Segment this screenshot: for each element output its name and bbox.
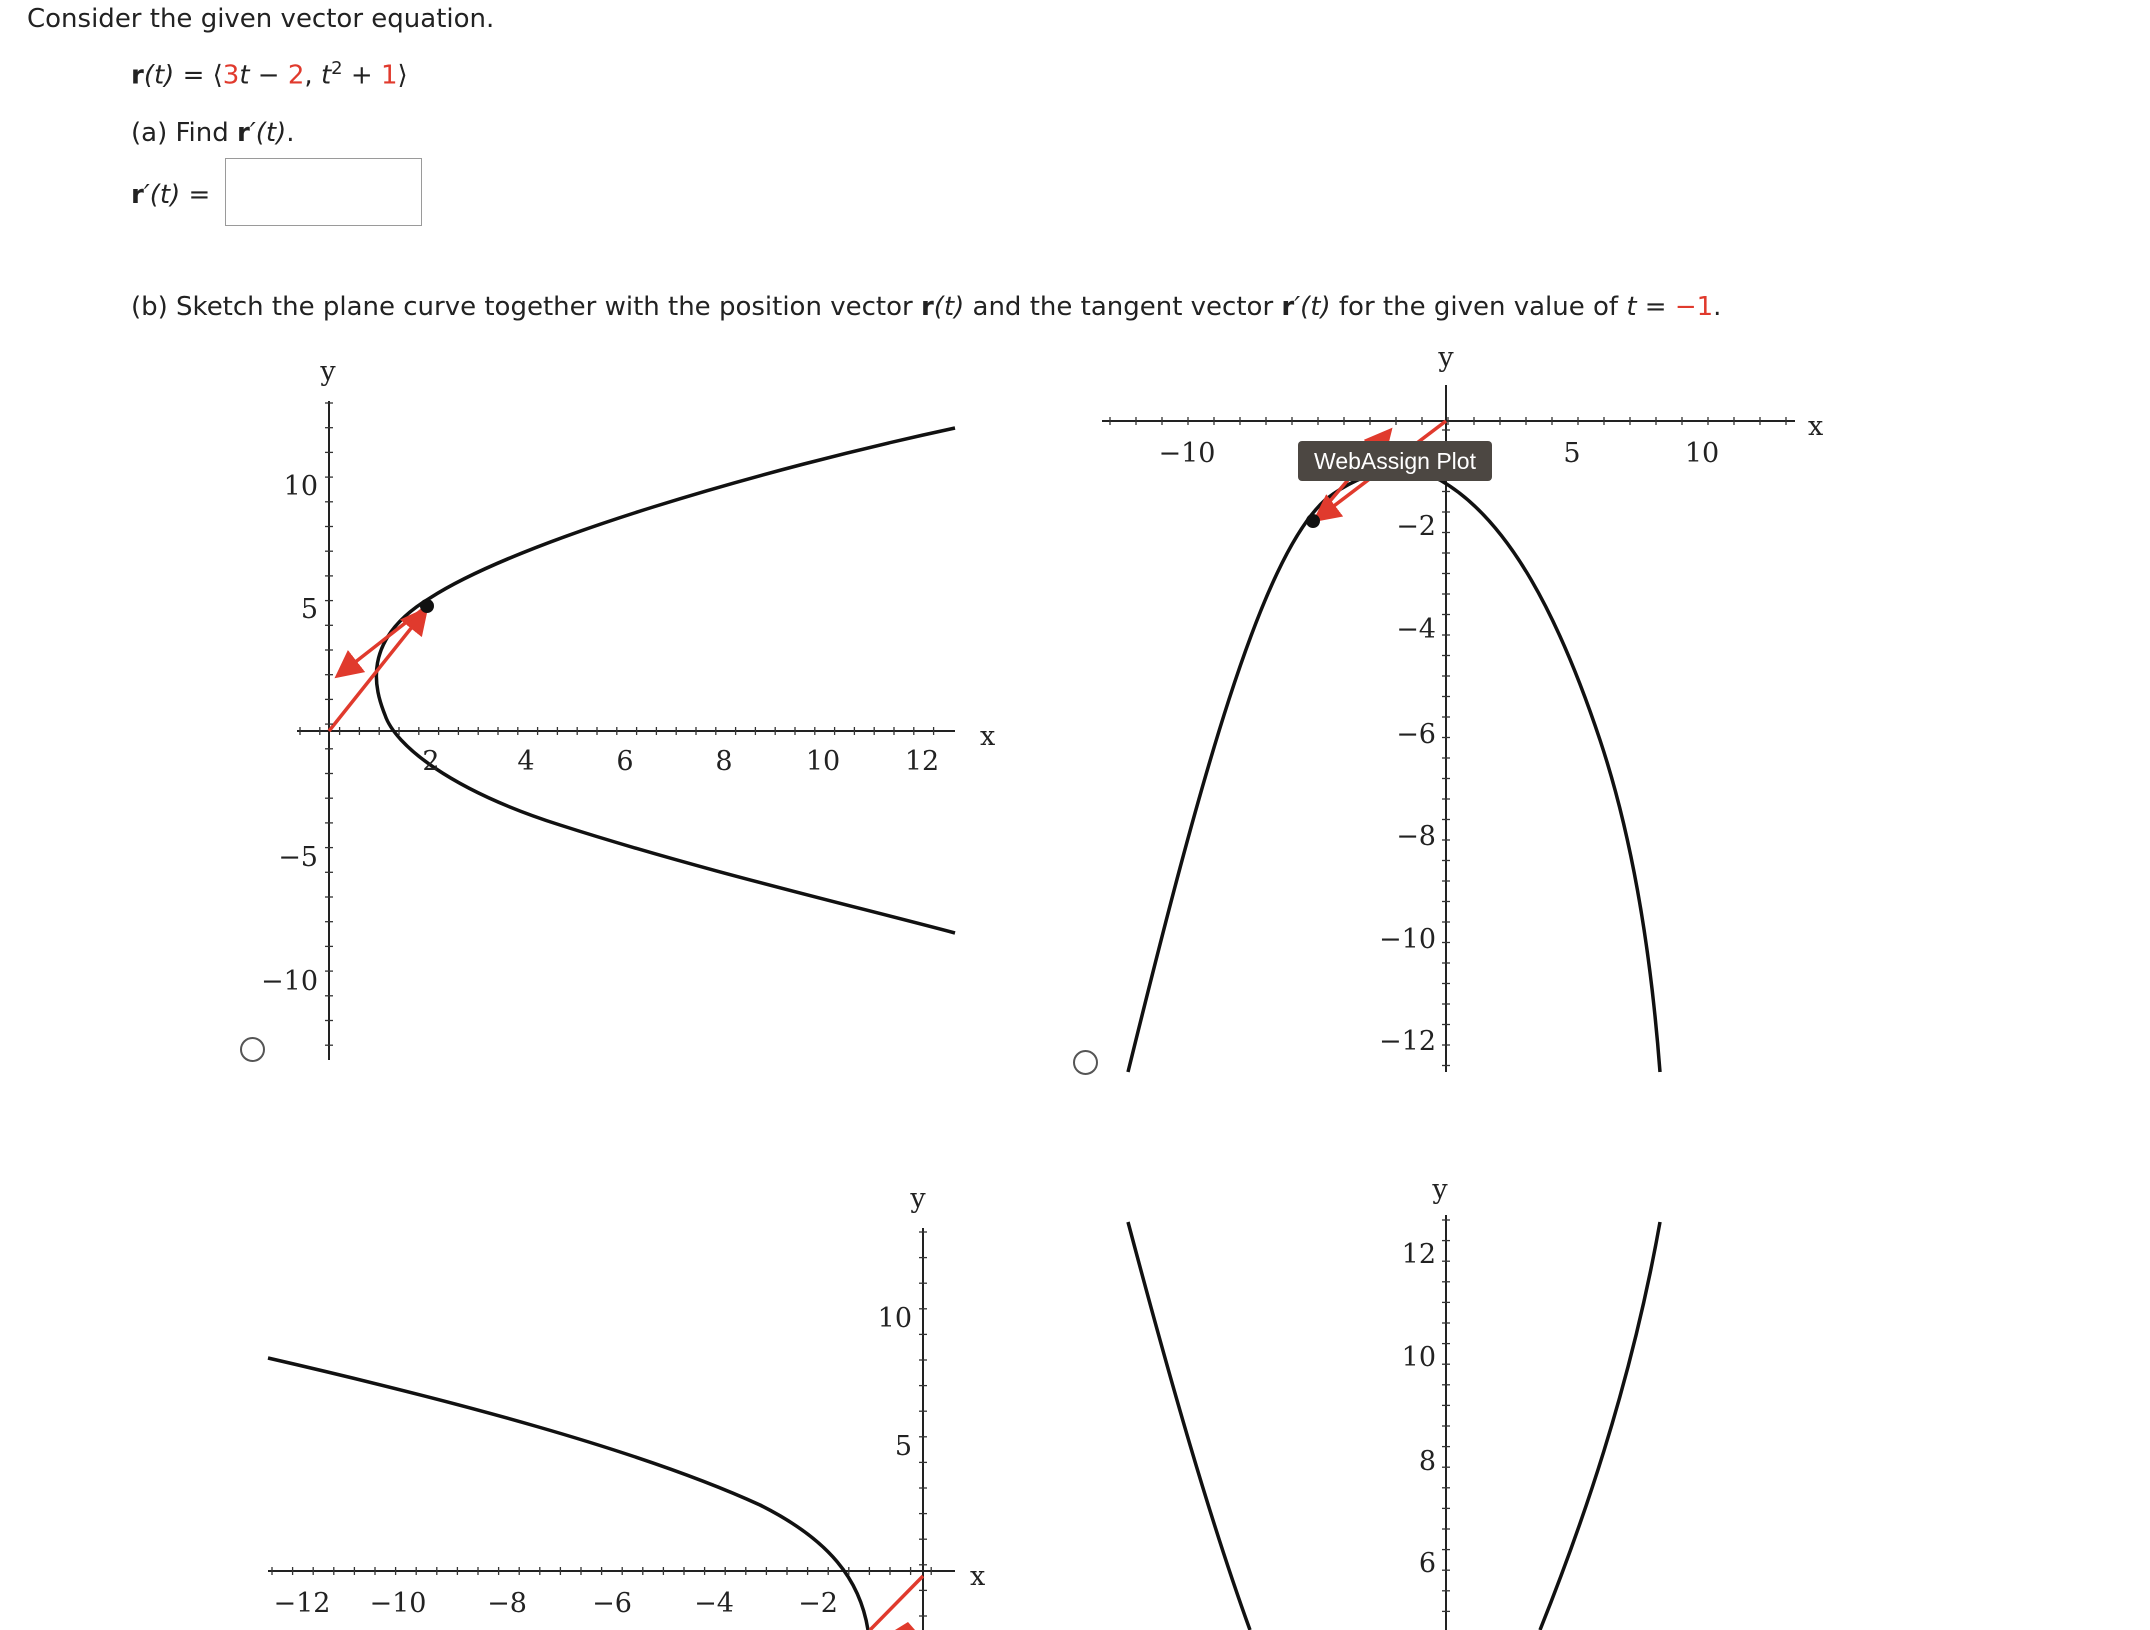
plot-a-x-tick: 2 (422, 746, 440, 777)
plot-d-y-label: y (1432, 1174, 1448, 1205)
plot-c-x-tick: −6 (592, 1588, 632, 1619)
question-intro: Consider the given vector equation. (27, 4, 495, 34)
part-b-pos-func: r (920, 292, 934, 322)
plot-c-x-tick: −2 (798, 1588, 838, 1619)
plot-b-y-tick: −4 (1396, 614, 1436, 645)
plot-b-x-tick: 10 (1684, 438, 1720, 469)
part-b-mid2: for the given value of (1330, 292, 1627, 322)
plot-b-y-label: y (1438, 342, 1454, 373)
eq-coef-2: 2 (287, 60, 305, 91)
part-b-tan-func: r (1281, 292, 1295, 322)
plot-a-x-label: x (980, 721, 996, 752)
plot-c-y-label: y (910, 1183, 926, 1214)
plot-c-x-tick: −8 (487, 1588, 527, 1619)
part-b-t: t (1626, 292, 1637, 322)
plot-a-y-label: y (320, 356, 336, 387)
plot-a-y-tick: −10 (261, 966, 318, 997)
plot-c-x-tick: −12 (273, 1588, 331, 1619)
plot-c-y-tick: 10 (877, 1303, 912, 1334)
plot-c-x-tick: −10 (369, 1588, 427, 1619)
eq-func: r (131, 60, 144, 91)
eq-minus: − (249, 60, 288, 91)
plot-a-x-tick: 4 (517, 746, 535, 777)
plot-a-x-tick: 8 (715, 746, 733, 777)
plot-a-x-tick: 6 (616, 746, 634, 777)
part-b-t-value: −1 (1674, 292, 1714, 322)
webassign-plot-tooltip: WebAssign Plot (1298, 441, 1492, 481)
eq-comma: , (304, 60, 321, 91)
plot-b-x-tick: −10 (1158, 438, 1216, 469)
part-b-tan-arg: ′(t) (1294, 292, 1331, 322)
eq-coef-3: 1 (380, 60, 398, 91)
plot-a-y-tick: 10 (283, 471, 318, 502)
eq-plus: + (342, 60, 381, 91)
plot-c-x-tick: −4 (694, 1588, 734, 1619)
plot-b-y-tick: −10 (1379, 924, 1436, 955)
plot-d-y-tick: 8 (1418, 1446, 1436, 1477)
eq-arg: (t) (143, 60, 175, 91)
part-b-end: . (1713, 292, 1722, 322)
part-a-suffix: . (286, 118, 295, 148)
plot-a-x-tick: 10 (805, 746, 841, 777)
part-a-prefix: (a) Find (131, 118, 238, 148)
eq-t-2: t (320, 60, 332, 91)
answer-label-eq: = (180, 180, 211, 210)
eq-coef-1: 3 (222, 60, 240, 91)
part-b-eq: = (1636, 292, 1675, 322)
plot-d-y-tick: 6 (1418, 1548, 1436, 1579)
plot-a-y-tick: −5 (278, 842, 318, 873)
part-b-pos-arg: (t) (933, 292, 965, 322)
answer-label-func: r (131, 180, 144, 210)
plot-d-y-tick: 10 (1401, 1342, 1436, 1373)
plot-d-y-tick: 12 (1401, 1239, 1436, 1270)
eq-exponent: 2 (331, 58, 343, 79)
eq-t-1: t (239, 60, 250, 91)
part-b-prefix: (b) Sketch the plane curve together with the position vector (131, 292, 921, 322)
answer-label-arg: ′(t) (143, 180, 181, 210)
plot-c-x-label: x (970, 1561, 986, 1592)
plot-b-y-tick: −12 (1379, 1026, 1436, 1057)
plot-b-y-tick: −8 (1396, 821, 1436, 852)
part-b-mid: and the tangent vector (964, 292, 1282, 322)
part-a-func: r (237, 118, 250, 148)
plot-a-y-tick: 5 (300, 594, 318, 625)
eq-open: ⟨ (212, 60, 223, 91)
plot-b-x-label: x (1808, 411, 1824, 442)
eq-close: ⟩ (397, 60, 408, 91)
plot-b-y-tick: −6 (1396, 719, 1436, 750)
part-a-arg: ′(t) (249, 118, 287, 148)
plot-b-x-tick: 5 (1563, 438, 1581, 469)
plot-b-y-tick: −2 (1396, 511, 1436, 542)
eq-equals: = (174, 60, 213, 91)
plot-c-y-tick: 5 (894, 1431, 912, 1462)
plot-a-x-tick: 12 (904, 746, 940, 777)
